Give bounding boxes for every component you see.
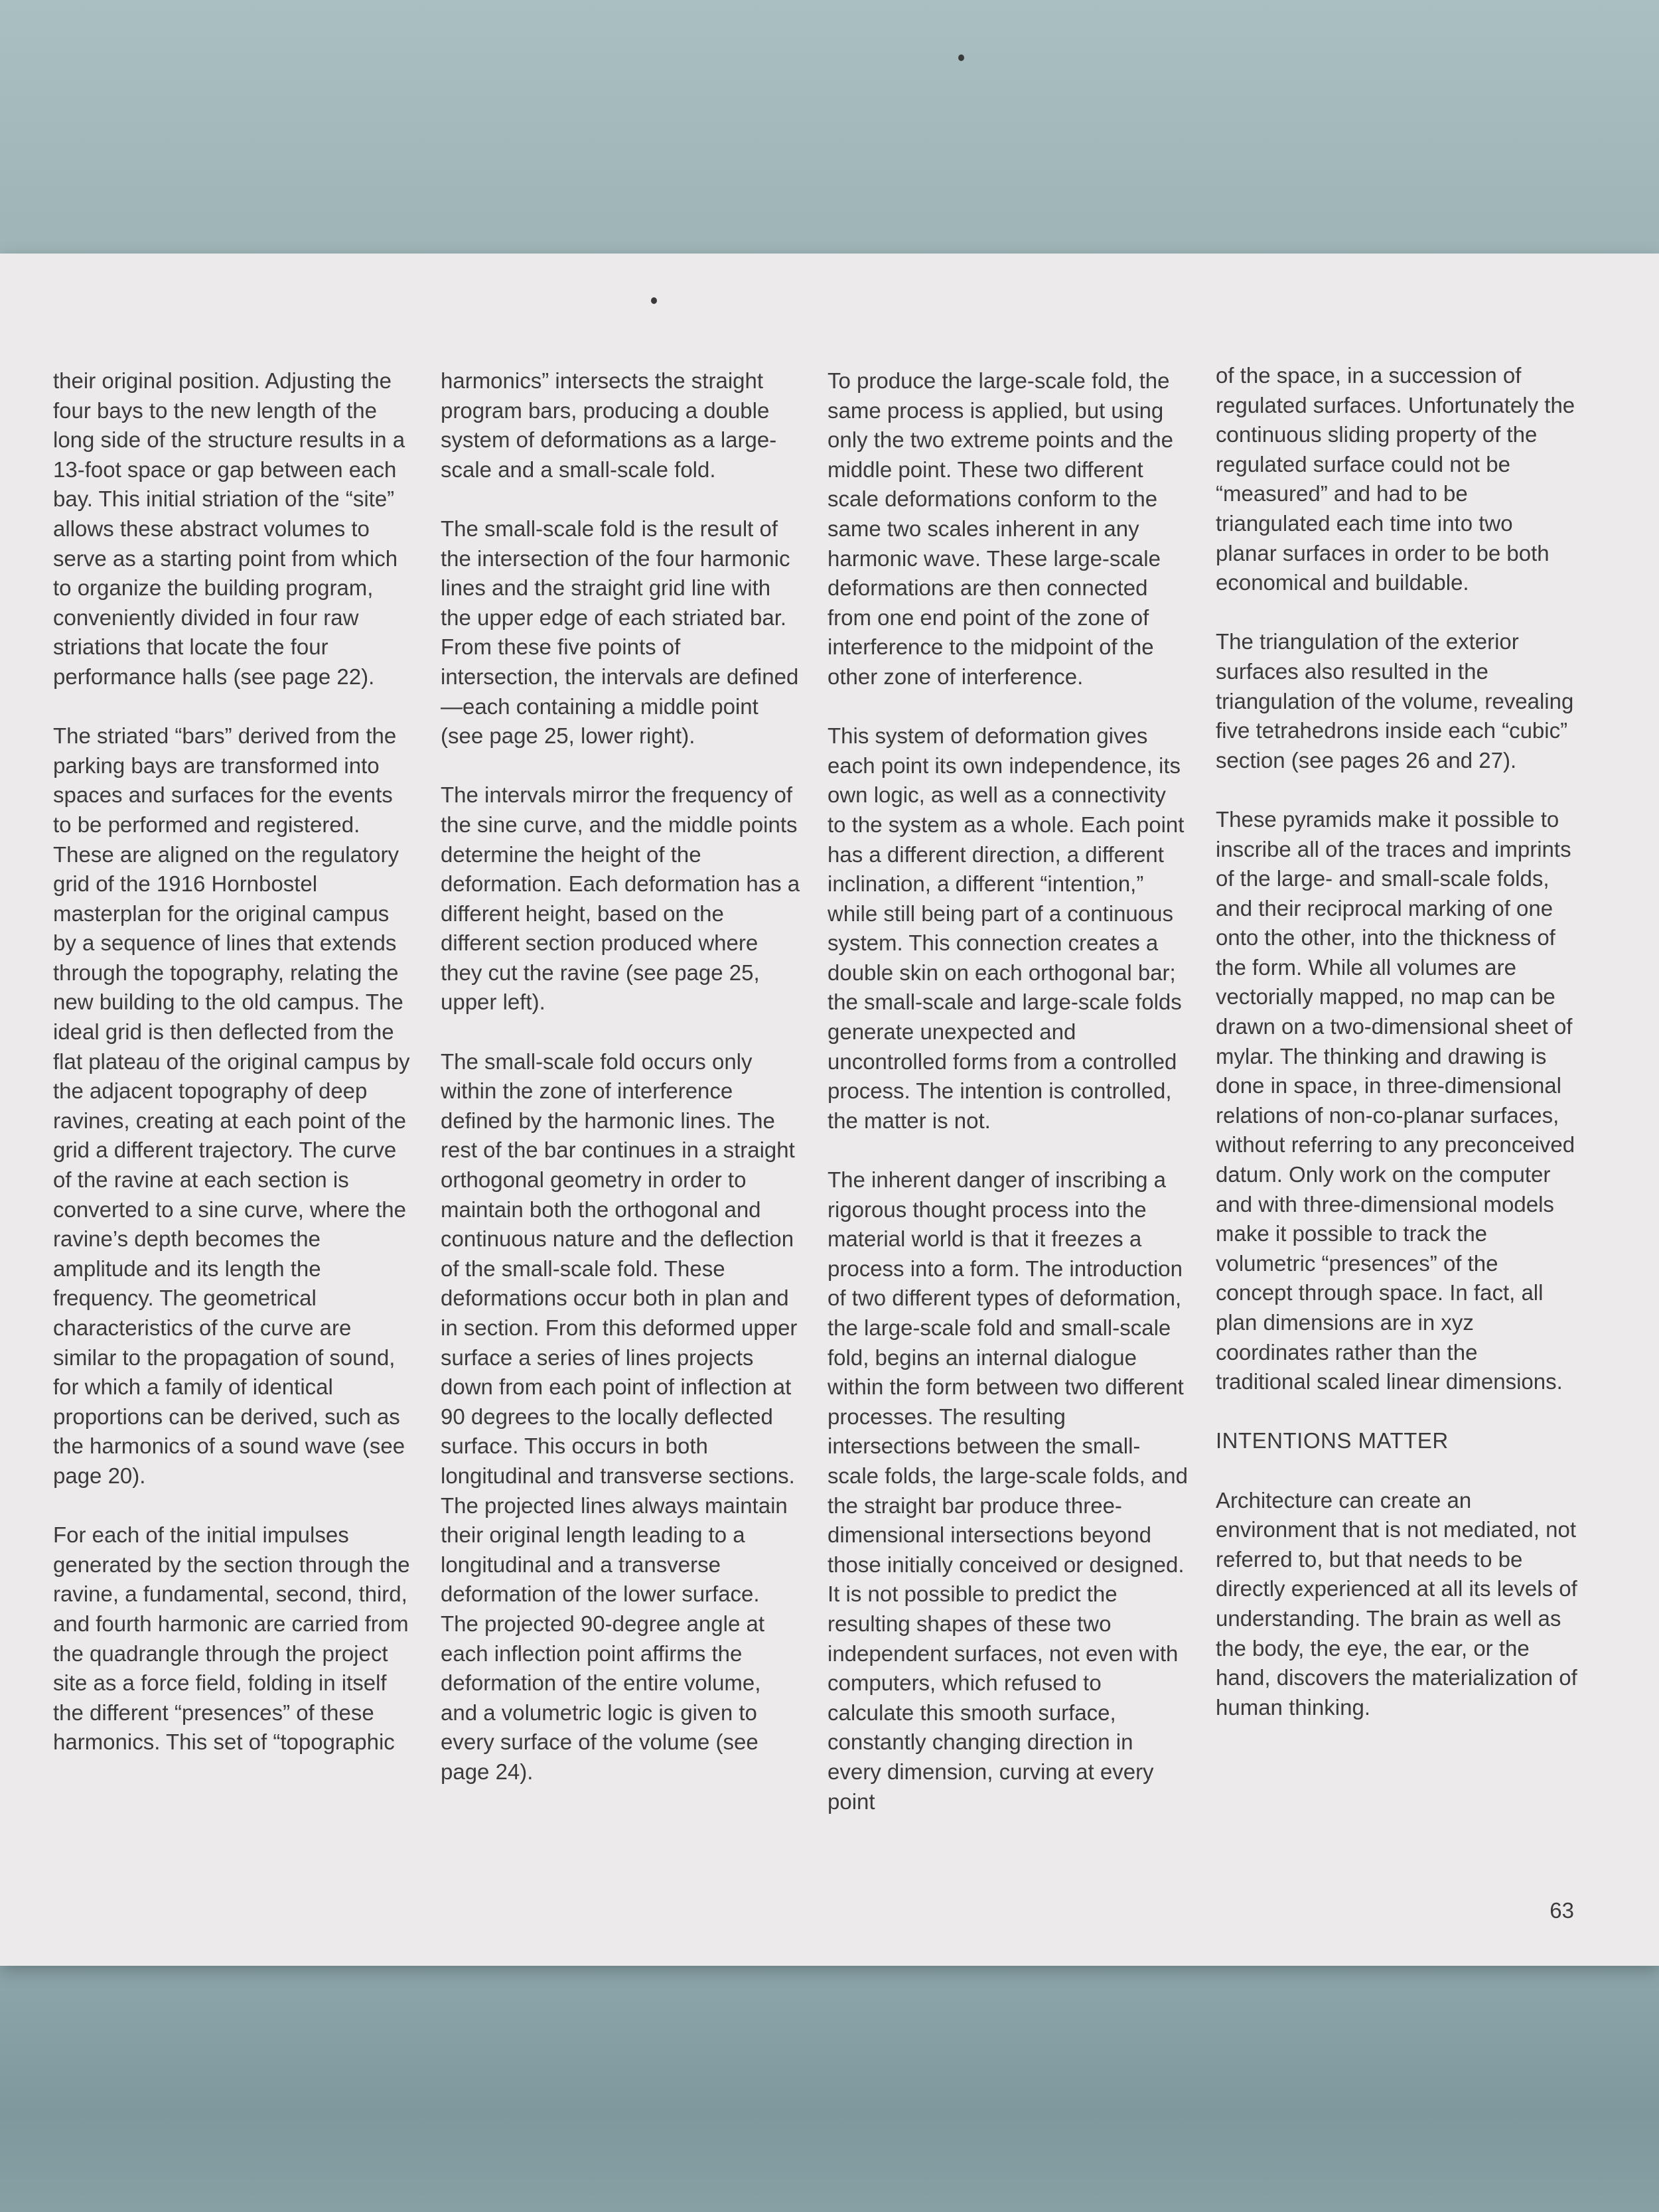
text-column-4 (1216, 361, 1577, 1722)
paragraph: To produce the large-scale fold, the same process is applied, but using only the two extreme points and the middle point. These two different scale deformations conform to the same two scales inherent in any harmonic wave. These large-scale deformations are then connected from one end point of the zone of interference to the midpoint of the other zone of interference. (828, 368, 1173, 689)
text-column-1 (53, 366, 415, 1757)
table-surface (0, 1964, 1659, 2212)
dust-speck (651, 297, 657, 304)
paragraph: For each of the initial impulses generated by the section through the ravine, a fundamental, second, third, and fourth harmonic are carried from the quadrangle through the project site as a force field, folding in itself the different “presences” of these harmonics. This set of “topographic (53, 1522, 410, 1755)
paragraph: The intervals mirror the frequency of the sine curve, and the middle points determine the height of the deformation. Each deformation has a different height, based on the different section produced where they cut the ravine (see page 25, upper left). (441, 782, 800, 1015)
page-number: 63 (1550, 1898, 1574, 1923)
paragraph: These pyramids make it possible to inscribe all of the traces and imprints of the large- and small-scale folds, and their reciprocal marking of one onto the other, into the thickness of the form. While all volumes are vectorially mapped, no map can be drawn on a two-dimensional sheet of mylar. The thinking and drawing is done in space, in three-dimensional relations of non-co-planar surfaces, without referring to any preconceived datum. Only work on the computer and with three-dimensional models make it possible to track the volumetric “presences” of the concept through space. In fact, all plan dimensions are in xyz coordinates rather than the traditional scaled linear dimensions. (1216, 806, 1575, 1394)
paragraph: The small-scale fold is the result of the intersection of the four harmonic lines and the straight grid line with the upper edge of each striated bar. From these five points of intersection, the intervals are defined—each containing a middle point (see page 25, lower right). (441, 516, 799, 749)
paragraph: their original position. Adjusting the four bays to the new length of the long side of the structure results in a 13-foot space or gap between each bay. This initial striation of the “site” allows these abstract volumes to serve as a starting point from which to organize the building program, conveniently divided in four raw striations that locate the four performance halls (see page 22). (53, 368, 405, 689)
paragraph: of the space, in a succession of regulated surfaces. Unfortunately the continuous sliding property of the regulated surface could not be “measured” and had to be triangulated each time into two planar surfaces in order to be both economical and buildable. (1216, 363, 1575, 595)
paragraph: This system of deformation gives each point its own independence, its own logic, as well as a connectivity to the system as a whole. Each point has a different direction, a different inclination, a different “intention,” while still being part of a continuous system. This connection creates a double skin on each orthogonal bar; the small-scale and large-scale folds generate unexpected and uncontrolled forms from a controlled process. The intention is controlled, the matter is not. (828, 723, 1185, 1133)
text-column-2 (441, 366, 802, 1787)
paragraph: The inherent danger of inscribing a rigorous thought process into the material world is that it freezes a process into a form. The introduction of two different types of deformation, the large-scale fold and small-scale fold, begins an internal dialogue within the form between two different processes. The resulting intersections between the small-scale folds, the large-scale folds, and the straight bar produce three-dimensional intersections beyond those initially conceived or designed. It is not possible to predict the resulting shapes of these two independent surfaces, not even with computers, which refused to calculate this smooth surface, constantly changing direction in every dimension, curving at every point (828, 1167, 1188, 1814)
text-column-3 (828, 366, 1189, 1816)
paragraph: The triangulation of the exterior surfaces also resulted in the triangulation of the volume, revealing five tetrahedrons inside each “cubic” section (see pages 26 and 27). (1216, 629, 1574, 773)
dust-speck (958, 54, 964, 61)
section-heading: INTENTIONS MATTER (1216, 1428, 1449, 1453)
paragraph: The small-scale fold occurs only within the zone of interference defined by the harmonic lines. The rest of the bar continues in a straight orthogonal geometry in order to maintain both the orthogonal and continuous nature and the deflection of the small-scale fold. These deformations occur both in plan and in section. From this deformed upper surface a series of lines projects down from each point of inflection at 90 degrees to the locally deflected surface. This occurs in both longitudinal and transverse sections. The projected lines always maintain their original length leading to a longitudinal and a transverse deformation of the lower surface. The projected 90-degree angle at each inflection point affirms the deformation of the entire volume, and a volumetric logic is given to every surface of the volume (see page 24). (441, 1049, 798, 1784)
paragraph: Architecture can create an environment that is not mediated, not referred to, but that needs to be directly experienced at all its levels of understanding. The brain as well as the body, the eye, the ear, or the hand, discovers the materialization of human thinking. (1216, 1487, 1577, 1720)
paragraph: harmonics” intersects the straight program bars, producing a double system of deformations as a large-scale and a small-scale fold. (441, 368, 777, 482)
paragraph: The striated “bars” derived from the parking bays are transformed into spaces and surfaces for the events to be performed and registered. These are aligned on the regulatory grid of the 1916 Hornbostel masterplan for the original campus by a sequence of lines that extends through the topography, relating the new building to the old campus. The ideal grid is then deflected from the flat plateau of the original campus by the adjacent topography of deep ravines, creating at each point of the grid a different trajectory. The curve of the ravine at each section is converted to a sine curve, where the ravine’s depth becomes the amplitude and its length the frequency. The geometrical characteristics of the curve are similar to the propagation of sound, for which a family of identical proportions can be derived, such as the harmonics of a sound wave (see page 20). (53, 723, 410, 1488)
book-page (0, 254, 1659, 1966)
